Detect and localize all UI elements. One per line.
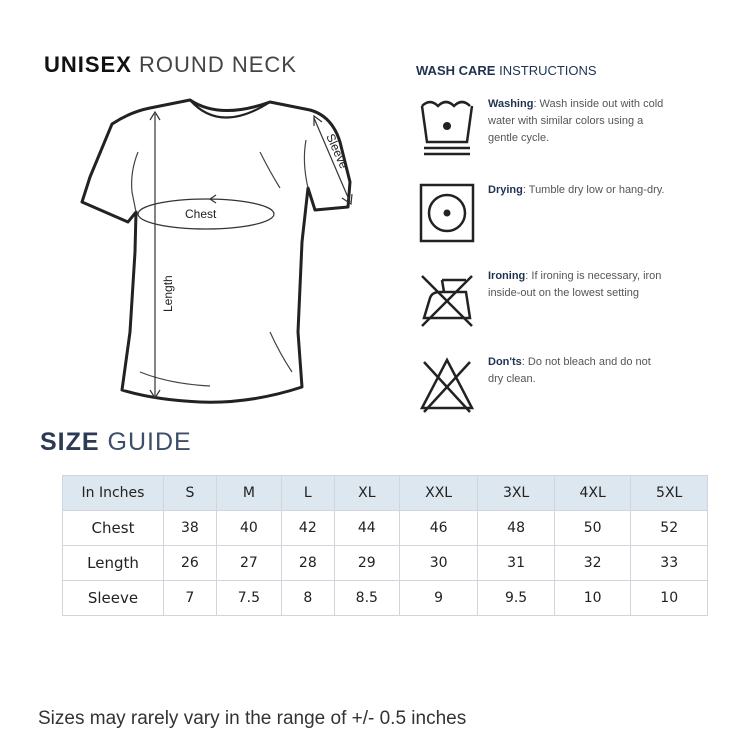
size-header-row <box>63 476 708 511</box>
size-header-cell: 3XL <box>478 476 555 511</box>
tshirt-outline <box>82 100 350 402</box>
table-row <box>63 546 708 581</box>
title-light: ROUND NECK <box>139 52 297 77</box>
row-label: Sleeve <box>63 581 164 616</box>
table-cell: 29 <box>334 546 399 581</box>
product-title <box>44 52 297 78</box>
table-cell: 9 <box>399 581 477 616</box>
wash-care-title-light: INSTRUCTIONS <box>499 63 597 78</box>
size-guide-title <box>40 428 192 457</box>
table-cell: 33 <box>631 546 708 581</box>
size-guide-title-light: GUIDE <box>107 428 192 456</box>
table-cell: 42 <box>281 511 334 546</box>
donts-text <box>488 354 668 388</box>
row-label: Chest <box>63 511 164 546</box>
table-cell: 10 <box>554 581 631 616</box>
washing-icon <box>416 96 478 158</box>
length-label: Length <box>161 275 175 312</box>
table-cell: 27 <box>216 546 281 581</box>
tumble-dry-icon <box>416 182 478 244</box>
table-cell: 50 <box>554 511 631 546</box>
ironing-desc: : If ironing is necessary, iron inside-out on the lowest setting <box>488 270 662 299</box>
table-cell: 8.5 <box>334 581 399 616</box>
tshirt-diagram <box>70 92 370 412</box>
size-header-cell: S <box>164 476 217 511</box>
ironing-label: Ironing <box>488 270 526 282</box>
chest-label: Chest <box>185 207 217 221</box>
sleeve-label: Sleeve <box>323 131 351 171</box>
drying-text <box>488 182 668 199</box>
wash-care-title <box>416 63 597 78</box>
size-variance-note: Sizes may rarely vary in the range of +/- 0.5 inches <box>38 708 467 729</box>
donts-label: Don'ts <box>488 356 522 368</box>
size-header-cell: 5XL <box>631 476 708 511</box>
row-label: Length <box>63 546 164 581</box>
bleach-crossed-icon <box>416 354 478 416</box>
size-header-cell: L <box>281 476 334 511</box>
table-cell: 7 <box>164 581 217 616</box>
size-header-cell: XXL <box>399 476 477 511</box>
table-cell: 48 <box>478 511 555 546</box>
table-cell: 30 <box>399 546 477 581</box>
size-header-cell: M <box>216 476 281 511</box>
table-cell: 26 <box>164 546 217 581</box>
title-bold: UNISEX <box>44 52 132 77</box>
table-cell: 9.5 <box>478 581 555 616</box>
size-guide-title-bold: SIZE <box>40 428 100 456</box>
table-cell: 38 <box>164 511 217 546</box>
table-cell: 32 <box>554 546 631 581</box>
table-row <box>63 581 708 616</box>
drying-label: Drying <box>488 184 523 196</box>
table-cell: 7.5 <box>216 581 281 616</box>
ironing-text <box>488 268 668 302</box>
size-header-cell: XL <box>334 476 399 511</box>
table-cell: 28 <box>281 546 334 581</box>
washing-text <box>488 96 668 147</box>
table-cell: 10 <box>631 581 708 616</box>
table-cell: 31 <box>478 546 555 581</box>
wash-care-title-bold: WASH CARE <box>416 63 496 78</box>
washing-desc: : Wash inside out with cold water with similar colors using a gentle cycle. <box>488 98 664 144</box>
table-row <box>63 511 708 546</box>
washing-label: Washing <box>488 98 534 110</box>
unit-header: In Inches <box>63 476 164 511</box>
table-cell: 40 <box>216 511 281 546</box>
iron-crossed-icon <box>416 268 478 330</box>
table-cell: 8 <box>281 581 334 616</box>
table-cell: 52 <box>631 511 708 546</box>
size-header-cell: 4XL <box>554 476 631 511</box>
table-cell: 44 <box>334 511 399 546</box>
donts-desc: : Do not bleach and do not dry clean. <box>488 356 651 385</box>
drying-desc: : Tumble dry low or hang-dry. <box>522 184 665 196</box>
table-cell: 46 <box>399 511 477 546</box>
size-table <box>62 475 708 616</box>
tshirt-folds <box>132 140 308 386</box>
